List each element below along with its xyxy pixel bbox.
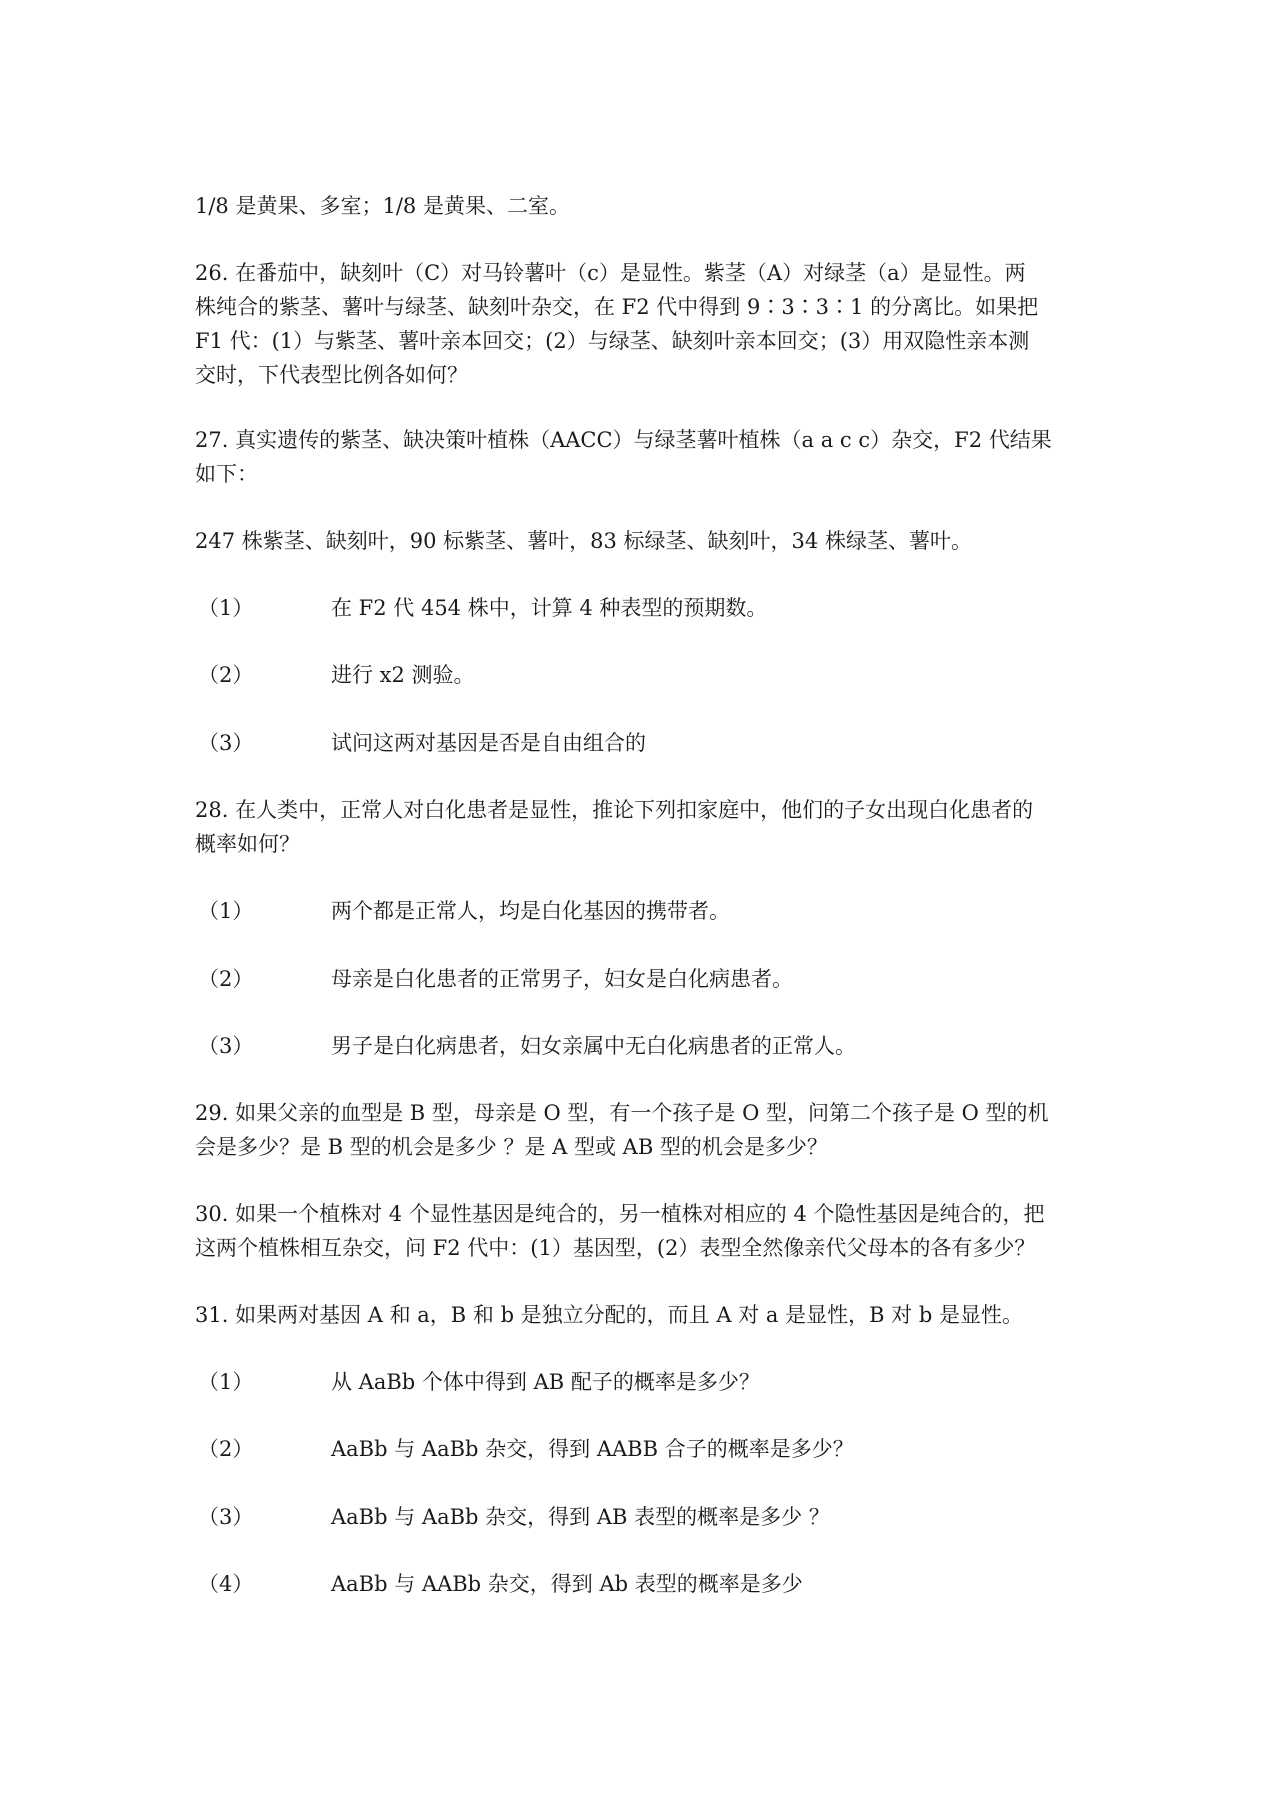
question-27-line-1: 27. 真实遗传的紫茎、缺决策叶植株（AACC）与绿茎薯叶植株（a a c c）杂交，F2 代结果	[195, 428, 1052, 452]
paragraph-line: 1/8 是黄果、多室；1/8 是黄果、二室。	[195, 194, 570, 218]
list-item-text: 在 F2 代 454 株中，计算 4 种表型的预期数。	[331, 596, 768, 620]
question-28-line-2: 概率如何？	[195, 832, 300, 856]
list-item-text: 男子是白化病患者，妇女亲属中无白化病患者的正常人。	[331, 1034, 856, 1058]
list-item-number: （2）	[198, 967, 254, 991]
list-item-text: 两个都是正常人，均是白化基因的携带者。	[331, 899, 730, 923]
list-item-number: （2）	[198, 663, 254, 687]
list-item-number: （1）	[198, 596, 254, 620]
list-item-text: 母亲是白化患者的正常男子，妇女是白化病患者。	[331, 967, 793, 991]
question-31-line-1: 31. 如果两对基因 A 和 a，B 和 b 是独立分配的，而且 A 对 a 是显性，B 对 b 是显性。	[195, 1303, 1023, 1327]
list-item-text: 进行 x2 测验。	[331, 663, 475, 687]
list-item-number: （3）	[198, 1505, 254, 1529]
question-27-data-line: 247 株紫茎、缺刻叶，90 标紫茎、薯叶，83 标绿茎、缺刻叶，34 株绿茎、薯叶。	[195, 529, 972, 553]
question-29-line-2: 会是多少？是 B 型的机会是多少 ？是 A 型或 AB 型的机会是多少？	[195, 1135, 828, 1159]
list-item-text: 从 AaBb 个体中得到 AB 配子的概率是多少？	[331, 1370, 760, 1394]
list-item-number: （4）	[198, 1572, 254, 1596]
list-item-number: （1）	[198, 1370, 254, 1394]
question-27-line-2: 如下：	[195, 462, 258, 486]
question-30-line-2: 这两个植株相互杂交，问 F2 代中：(1）基因型，(2）表型全然像亲代父母本的各有多少？	[195, 1236, 1036, 1260]
list-item-text: AaBb 与 AaBb 杂交，得到 AB 表型的概率是多少 ？	[331, 1505, 830, 1529]
question-26-line-2: 株纯合的紫茎、薯叶与绿茎、缺刻叶杂交，在 F2 代中得到 9∶3∶3∶1 的分离比。如果把	[195, 295, 1039, 319]
list-item-number: （2）	[198, 1437, 254, 1461]
question-29-line-1: 29. 如果父亲的血型是 B 型，母亲是 O 型，有一个孩子是 O 型，问第二个孩子是 O 型的机	[195, 1101, 1049, 1125]
question-26-line-3: F1 代：(1）与紫茎、薯叶亲本回交；(2）与绿茎、缺刻叶亲本回交；(3）用双隐性亲本测	[195, 329, 1030, 353]
question-30-line-1: 30. 如果一个植株对 4 个显性基因是纯合的，另一植株对相应的 4 个隐性基因是纯合的，把	[195, 1202, 1045, 1226]
list-item-number: （1）	[198, 899, 254, 923]
list-item-text: 试问这两对基因是否是自由组合的	[331, 731, 646, 755]
question-26-line-4: 交时，下代表型比例各如何？	[195, 363, 468, 387]
list-item-number: （3）	[198, 731, 254, 755]
question-28-line-1: 28. 在人类中，正常人对白化患者是显性，推论下列扣家庭中，他们的子女出现白化患者的	[195, 798, 1034, 822]
list-item-text: AaBb 与 AaBb 杂交，得到 AABB 合子的概率是多少？	[331, 1437, 854, 1461]
question-26-line-1: 26. 在番茄中，缺刻叶（C）对马铃薯叶（c）是显性。紫茎（A）对绿茎（a）是显性。两	[195, 261, 1026, 285]
list-item-text: AaBb 与 AABb 杂交，得到 Ab 表型的概率是多少	[331, 1572, 803, 1596]
list-item-number: （3）	[198, 1034, 254, 1058]
